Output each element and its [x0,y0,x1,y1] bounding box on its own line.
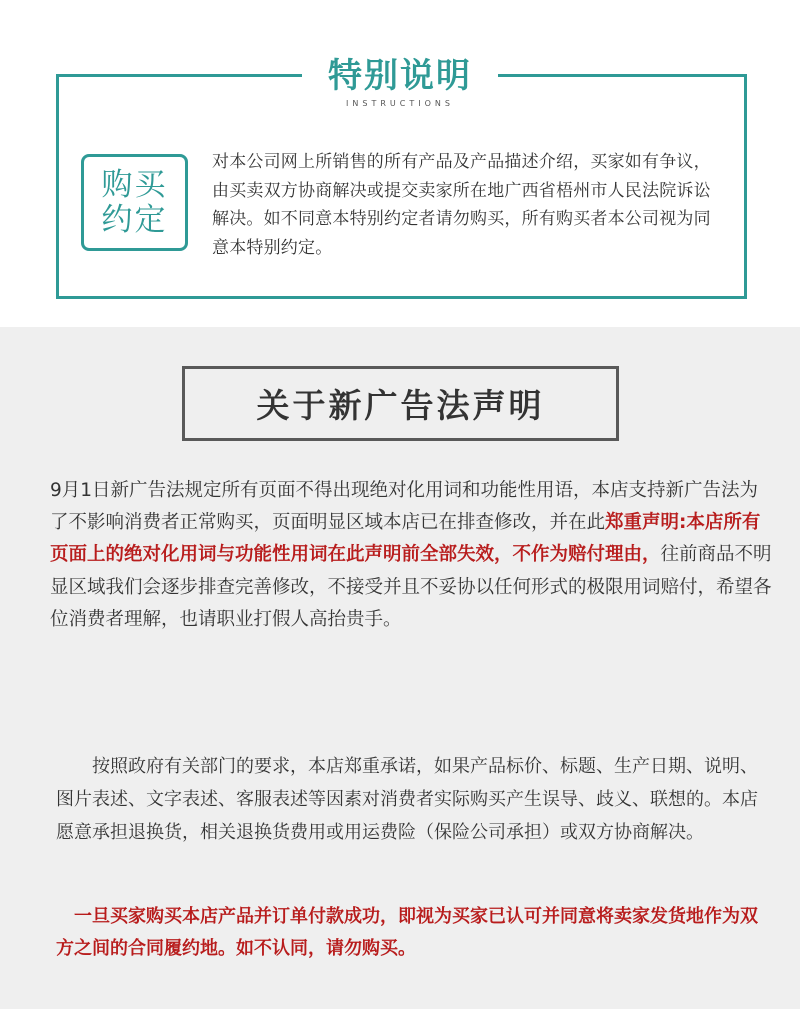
badge-label: 购买约定 [101,166,168,238]
special-notice-section [0,0,800,327]
ad-law-paragraph-2: 按照政府有关部门的要求，本店郑重承诺，如果产品标价、标题、生产日期、说明、图片表述、文字表述、客服表述等因素对消费者实际购买产生误导、歧义、联想的。本店愿意承担退换货，相关退换货费用或用运费险（保险公司承担）或双方协商解决。 [56,756,758,843]
notice-body: 对本公司网上所销售的所有产品及产品描述介绍，买家如有争议，由买卖双方协商解决或提交卖家所在地广西省梧州市人民法院诉讼解决。如不同意本特别约定者请勿购买，所有购买者本公司视为同意本特别约定。 [212,152,711,258]
notice-title-block [302,40,498,120]
ad-law-heading: 关于新广告法声明 [256,386,545,425]
ad-law-paragraph-3: 一旦买家购买本店产品并订单付款成功，即视为买家已认可并同意将卖家发货地作为双方之间的合同履约地。如不认同，请勿购买。 [56,906,758,959]
para1-text-a: 9月1日新广告法规定所有页面不得出现绝对化用词和功能性用语，本店支持新广告法为了不影响消费者正常购买，页面明显区域本店已在排查修改，并在此 [50,480,759,534]
ad-law-paragraph-1 [50,475,772,636]
ad-law-heading-box [182,366,619,441]
ad-law-section [0,327,800,1009]
notice-subtitle: INSTRUCTIONS [346,99,454,108]
purchase-agreement-badge [81,154,188,251]
para1-red-statement: 郑重声明:本店所有页面上的绝对化用词与功能性用词在此声明前全部失效，不作为赔付理由， [50,512,761,566]
notice-title: 特别说明 [328,56,472,96]
para1-text-b: 往前商品不明显区域我们会逐步排查完善修改，不接受并且不妥协以任何形式的极限用词赔付，希望各位消费者理解，也请职业打假人高抬贵手。 [50,544,772,630]
